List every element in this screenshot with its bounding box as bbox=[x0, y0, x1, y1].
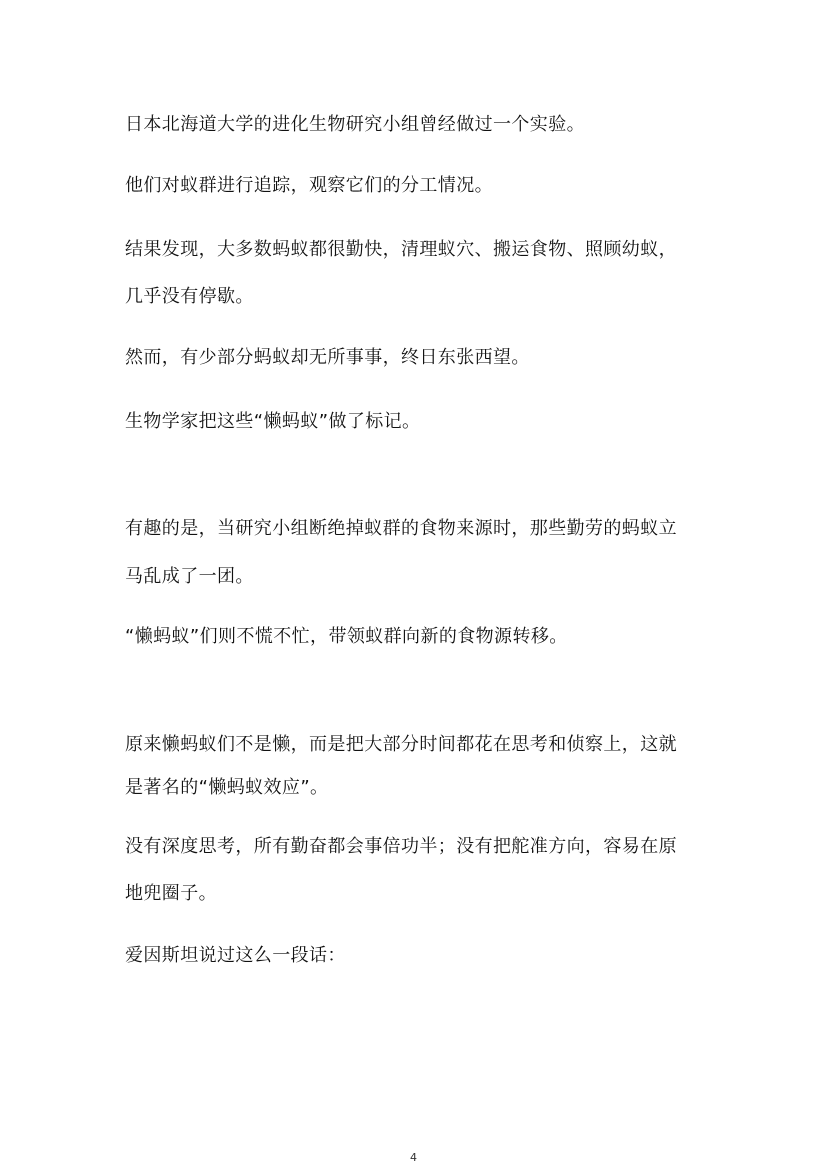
paragraph-line: 日本北海道大学的进化生物研究小组曾经做过一个实验。 bbox=[125, 114, 585, 135]
paragraph-line: 他们对蚁群进行追踪，观察它们的分工情况。 bbox=[125, 175, 493, 196]
paragraph-line: 地兜圈子。 bbox=[125, 883, 217, 904]
paragraph-line: 然而，有少部分蚂蚁却无所事事，终日东张西望。 bbox=[125, 347, 530, 368]
paragraph-line: 爱因斯坦说过这么一段话： bbox=[125, 945, 346, 966]
paragraph-line: 没有深度思考，所有勤奋都会事倍功半；没有把舵准方向，容易在原 bbox=[125, 836, 677, 857]
paragraph-line: 几乎没有停歇。 bbox=[125, 286, 254, 307]
paragraph-line: 有趣的是，当研究小组断绝掉蚁群的食物来源时，那些勤劳的蚂蚁立 bbox=[125, 518, 677, 539]
page-number: 4 bbox=[410, 1151, 417, 1164]
paragraph-line: 马乱成了一团。 bbox=[125, 566, 254, 587]
paragraph-line: 生物学家把这些“懒蚂蚁”做了标记。 bbox=[125, 411, 421, 432]
paragraph-line: 结果发现，大多数蚂蚁都很勤快，清理蚁穴、搬运食物、照顾幼蚁， bbox=[125, 239, 677, 260]
paragraph-line: “懒蚂蚁”们则不慌不忙，带领蚁群向新的食物源转移。 bbox=[125, 626, 568, 647]
paragraph-line: 是著名的“懒蚂蚁效应”。 bbox=[125, 777, 329, 798]
paragraph-line: 原来懒蚂蚁们不是懒，而是把大部分时间都花在思考和侦察上，这就 bbox=[125, 734, 677, 755]
